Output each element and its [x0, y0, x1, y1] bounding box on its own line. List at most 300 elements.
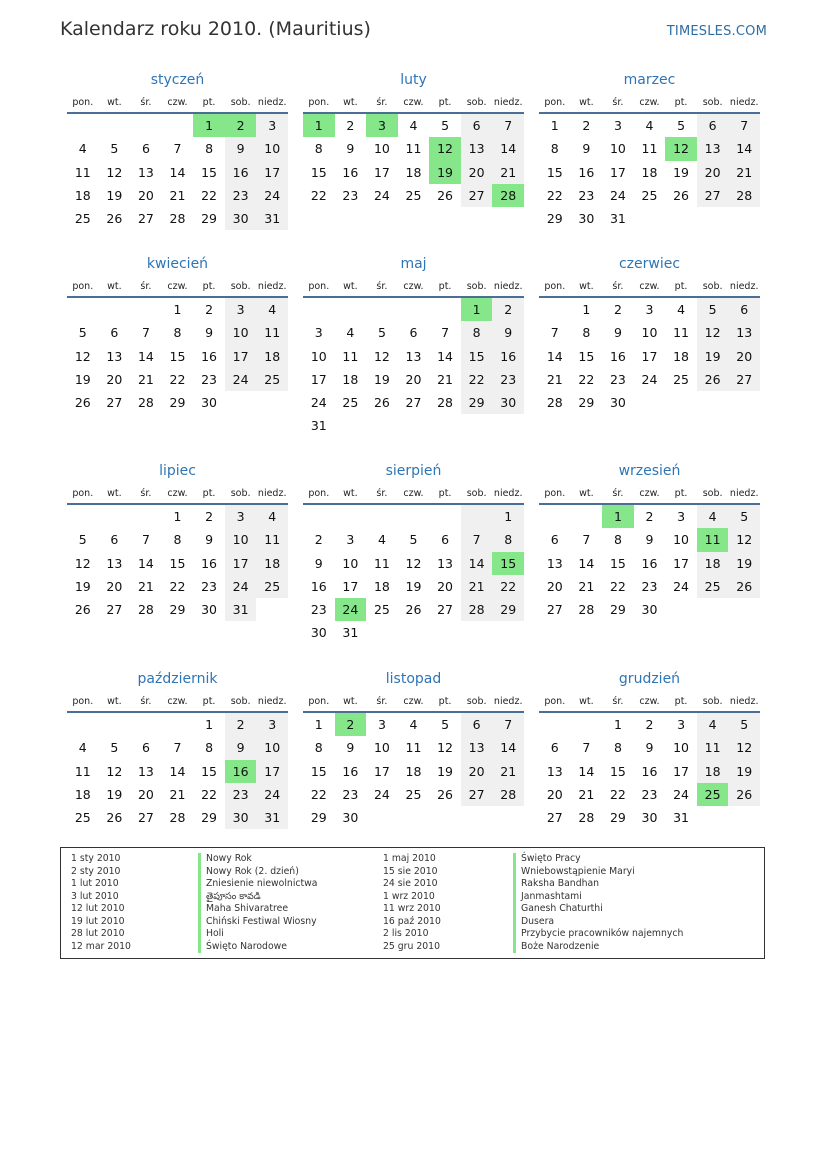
day-cell: 13 — [461, 137, 493, 160]
weekday-label: sob. — [702, 488, 723, 499]
empty-cell — [728, 806, 760, 829]
weekday-label: pon. — [308, 696, 330, 707]
page-title: Kalendarz roku 2010. (Mauritius) — [60, 18, 371, 40]
weekday-label: niedz. — [729, 281, 759, 292]
weekday-label: pt. — [202, 488, 216, 499]
weekday-label: sob. — [466, 488, 487, 499]
day-cell: 13 — [106, 348, 123, 364]
legend-holiday-date: 15 sie 2010 — [383, 865, 438, 877]
day-cell: 16 — [342, 763, 359, 779]
day-cell: 19 — [697, 345, 729, 368]
day-cell: 1 — [193, 114, 225, 137]
day-cell: 8 — [173, 532, 182, 548]
day-cell: 30 — [201, 395, 218, 411]
weekday-label: pt. — [438, 488, 452, 499]
empty-cell — [429, 806, 461, 829]
week-row — [67, 368, 288, 391]
empty-cell — [697, 207, 729, 230]
empty-cell — [461, 505, 493, 528]
week-row — [303, 505, 524, 528]
day-cell: 10 — [310, 348, 327, 364]
day-cell: 11 — [405, 141, 422, 157]
day-cell: 11 — [74, 763, 91, 779]
day-cell: 7 — [173, 740, 182, 756]
day-cell: 13 — [546, 555, 563, 571]
day-cell: 15 — [461, 345, 493, 368]
day-cell: 15 — [310, 164, 327, 180]
day-cell: 14 — [461, 552, 493, 575]
week-row — [67, 505, 288, 528]
day-cell: 7 — [441, 325, 450, 341]
empty-cell — [67, 713, 99, 736]
day-cell: 11 — [641, 141, 658, 157]
day-cell: 6 — [409, 325, 418, 341]
day-cell: 30 — [492, 391, 524, 414]
legend-holiday-date: 16 paź 2010 — [383, 915, 441, 927]
day-cell: 23 — [310, 602, 327, 618]
day-cell: 13 — [728, 321, 760, 344]
day-cell: 20 — [437, 578, 454, 594]
day-cell: 30 — [342, 810, 359, 826]
day-cell: 12 — [106, 164, 123, 180]
week-row — [539, 575, 760, 598]
empty-cell — [697, 806, 729, 829]
day-cell: 3 — [677, 509, 686, 524]
day-cell: 2 — [314, 532, 323, 548]
day-cell: 1 — [173, 302, 182, 317]
week-row — [303, 298, 524, 321]
weekday-label: pt. — [202, 97, 216, 108]
day-cell: 3 — [677, 717, 686, 732]
weekday-label: śr. — [612, 488, 624, 499]
day-cell: 28 — [461, 598, 493, 621]
empty-cell — [429, 621, 461, 644]
day-cell: 6 — [141, 141, 150, 157]
day-cell: 22 — [546, 187, 563, 203]
day-cell: 9 — [205, 532, 214, 548]
day-cell: 24 — [673, 578, 690, 594]
weekday-header — [303, 693, 524, 713]
week-row — [303, 598, 524, 621]
day-cell: 28 — [137, 395, 154, 411]
day-cell: 10 — [256, 736, 288, 759]
day-cell: 25 — [697, 575, 729, 598]
legend-holiday-date: 28 lut 2010 — [71, 928, 125, 939]
day-cell: 21 — [578, 786, 595, 802]
week-row — [303, 345, 524, 368]
day-cell: 27 — [697, 184, 729, 207]
day-cell: 6 — [550, 532, 559, 548]
empty-cell — [461, 806, 493, 829]
day-cell: 13 — [106, 555, 123, 571]
day-cell: 20 — [461, 161, 493, 184]
day-cell: 25 — [405, 187, 422, 203]
day-cell: 22 — [609, 578, 626, 594]
day-cell: 15 — [201, 763, 218, 779]
legend-holiday-name: Przybycie pracowników najemnych — [513, 928, 683, 941]
day-cell: 19 — [728, 552, 760, 575]
weekday-label: niedz. — [493, 281, 523, 292]
legend-holiday-name: తైపూసం కావడి — [198, 891, 317, 904]
day-cell: 19 — [74, 371, 91, 387]
day-cell: 29 — [169, 602, 186, 618]
day-cell: 26 — [373, 395, 390, 411]
day-cell: 22 — [461, 368, 493, 391]
week-row — [539, 298, 760, 321]
empty-cell — [539, 298, 571, 321]
week-row — [67, 713, 288, 736]
day-cell: 18 — [256, 552, 288, 575]
legend-holiday-name: Nowy Rok (2. dzień) — [198, 866, 317, 879]
empty-cell — [99, 114, 131, 137]
day-cell: 26 — [697, 368, 729, 391]
day-cell: 5 — [441, 118, 450, 133]
day-cell: 28 — [728, 184, 760, 207]
day-cell: 6 — [141, 740, 150, 756]
day-cell: 21 — [137, 371, 154, 387]
week-row — [67, 321, 288, 344]
day-cell: 21 — [437, 371, 454, 387]
day-cell: 30 — [201, 602, 218, 618]
day-cell: 12 — [437, 740, 454, 756]
week-row — [67, 207, 288, 230]
day-cell: 10 — [225, 321, 257, 344]
day-cell: 5 — [409, 532, 418, 548]
weekday-label: pt. — [674, 281, 688, 292]
day-cell: 5 — [78, 325, 87, 341]
day-cell: 27 — [106, 602, 123, 618]
week-row — [67, 736, 288, 759]
day-cell: 23 — [492, 368, 524, 391]
day-cell: 12 — [405, 555, 422, 571]
weekday-label: sob. — [230, 696, 251, 707]
day-cell: 16 — [201, 555, 218, 571]
day-cell: 2 — [613, 302, 622, 317]
weekday-label: wt. — [107, 488, 122, 499]
day-cell: 31 — [225, 598, 257, 621]
day-cell: 10 — [256, 137, 288, 160]
weekday-header — [303, 94, 524, 114]
weekday-header — [539, 94, 760, 114]
month-name: wrzesień — [618, 463, 681, 479]
weekday-header — [67, 693, 288, 713]
day-cell: 7 — [173, 141, 182, 157]
week-row — [303, 806, 524, 829]
legend-left-names — [198, 853, 317, 953]
week-row — [539, 137, 760, 160]
day-cell: 10 — [609, 141, 626, 157]
day-cell: 28 — [169, 211, 186, 227]
day-cell: 26 — [437, 786, 454, 802]
day-cell: 15 — [169, 348, 186, 364]
weekday-label: czw. — [167, 97, 188, 108]
empty-cell — [728, 207, 760, 230]
weekday-label: czw. — [639, 696, 660, 707]
legend-left-dates — [71, 853, 131, 953]
day-cell: 30 — [225, 806, 257, 829]
month-block — [67, 254, 288, 414]
day-cell: 24 — [225, 575, 257, 598]
week-row — [539, 552, 760, 575]
day-cell: 4 — [409, 717, 418, 732]
day-cell: 31 — [609, 211, 626, 227]
empty-cell — [571, 505, 603, 528]
day-cell: 25 — [74, 211, 91, 227]
weekday-header — [303, 485, 524, 505]
day-cell: 15 — [609, 555, 626, 571]
day-cell: 12 — [373, 348, 390, 364]
day-cell: 9 — [314, 555, 323, 571]
day-cell: 7 — [492, 114, 524, 137]
day-cell: 8 — [173, 325, 182, 341]
day-cell: 10 — [641, 325, 658, 341]
day-cell: 18 — [405, 164, 422, 180]
week-row — [303, 368, 524, 391]
day-cell: 14 — [492, 736, 524, 759]
weekday-label: sob. — [230, 97, 251, 108]
day-cell: 30 — [578, 211, 595, 227]
day-cell: 4 — [377, 532, 386, 548]
week-row — [67, 184, 288, 207]
weekday-label: śr. — [376, 97, 388, 108]
weekday-label: pt. — [674, 696, 688, 707]
day-cell: 1 — [205, 717, 214, 732]
empty-cell — [398, 806, 430, 829]
brand-link[interactable]: TIMESLES.COM — [666, 24, 767, 39]
empty-cell — [728, 598, 760, 621]
day-cell: 10 — [673, 532, 690, 548]
day-cell: 1 — [550, 118, 559, 133]
day-cell: 7 — [141, 532, 150, 548]
weekday-label: pt. — [438, 281, 452, 292]
day-cell: 19 — [429, 161, 461, 184]
empty-cell — [335, 414, 367, 437]
day-cell: 6 — [441, 532, 450, 548]
day-cell: 27 — [546, 810, 563, 826]
weekday-label: wt. — [107, 696, 122, 707]
weekday-label: wt. — [343, 488, 358, 499]
weekday-label: niedz. — [493, 97, 523, 108]
weekday-label: pon. — [308, 281, 330, 292]
day-cell: 8 — [582, 325, 591, 341]
empty-cell — [303, 298, 335, 321]
day-cell: 10 — [225, 528, 257, 551]
day-cell: 18 — [342, 371, 359, 387]
day-cell: 1 — [303, 114, 335, 137]
day-cell: 12 — [728, 528, 760, 551]
weekday-label: pon. — [72, 281, 94, 292]
day-cell: 14 — [437, 348, 454, 364]
day-cell: 30 — [641, 810, 658, 826]
day-cell: 15 — [201, 164, 218, 180]
legend-holiday-name: Ganesh Chaturthi — [513, 903, 683, 916]
week-row — [539, 184, 760, 207]
month-name: luty — [400, 72, 427, 88]
day-cell: 21 — [578, 578, 595, 594]
day-cell: 31 — [256, 806, 288, 829]
weekday-header — [539, 485, 760, 505]
week-row — [539, 368, 760, 391]
day-cell: 11 — [74, 164, 91, 180]
day-cell: 11 — [697, 528, 729, 551]
month-block — [67, 70, 288, 230]
day-cell: 1 — [314, 717, 323, 732]
day-cell: 8 — [461, 321, 493, 344]
day-cell: 6 — [461, 713, 493, 736]
day-cell: 2 — [645, 717, 654, 732]
day-cell: 4 — [409, 118, 418, 133]
day-cell: 3 — [613, 118, 622, 133]
weekday-label: niedz. — [257, 488, 287, 499]
day-cell: 18 — [74, 187, 91, 203]
day-cell: 3 — [314, 325, 323, 341]
day-cell: 7 — [461, 528, 493, 551]
day-cell: 14 — [492, 137, 524, 160]
day-cell: 4 — [78, 141, 87, 157]
weekday-label: śr. — [376, 281, 388, 292]
day-cell: 16 — [578, 164, 595, 180]
weekday-header — [67, 278, 288, 298]
empty-cell — [571, 713, 603, 736]
day-cell: 9 — [613, 325, 622, 341]
day-cell: 4 — [645, 118, 654, 133]
day-cell: 14 — [578, 555, 595, 571]
day-cell: 3 — [377, 717, 386, 732]
day-cell: 17 — [310, 371, 327, 387]
legend-holiday-name: Zniesienie niewolnictwa — [198, 878, 317, 891]
legend-holiday-name: Święto Pracy — [513, 853, 683, 866]
weekday-label: pon. — [308, 97, 330, 108]
weekday-header — [539, 693, 760, 713]
day-cell: 23 — [609, 371, 626, 387]
empty-cell — [634, 207, 666, 230]
day-cell: 16 — [225, 161, 257, 184]
holiday-legend — [60, 847, 765, 959]
day-cell: 5 — [677, 118, 686, 133]
empty-cell — [665, 598, 697, 621]
weekday-label: pon. — [544, 488, 566, 499]
day-cell: 28 — [169, 810, 186, 826]
weekday-label: czw. — [639, 488, 660, 499]
day-cell: 24 — [373, 786, 390, 802]
month-name: styczeń — [150, 72, 205, 88]
weekday-label: wt. — [343, 97, 358, 108]
week-row — [67, 575, 288, 598]
empty-cell — [665, 207, 697, 230]
day-cell: 29 — [492, 598, 524, 621]
day-cell: 1 — [582, 302, 591, 317]
day-cell: 19 — [728, 760, 760, 783]
day-cell: 15 — [169, 555, 186, 571]
day-cell: 14 — [578, 763, 595, 779]
week-row — [303, 736, 524, 759]
empty-cell — [366, 298, 398, 321]
day-cell: 27 — [137, 810, 154, 826]
week-row — [539, 598, 760, 621]
day-cell: 5 — [377, 325, 386, 341]
weekday-label: śr. — [376, 696, 388, 707]
weekday-label: pt. — [674, 97, 688, 108]
empty-cell — [366, 505, 398, 528]
day-cell: 31 — [256, 207, 288, 230]
day-cell: 30 — [641, 602, 658, 618]
day-cell: 18 — [373, 578, 390, 594]
day-cell: 9 — [205, 325, 214, 341]
day-cell: 9 — [225, 736, 257, 759]
day-cell: 22 — [310, 187, 327, 203]
day-cell: 3 — [645, 302, 654, 317]
day-cell: 15 — [609, 763, 626, 779]
day-cell: 19 — [373, 371, 390, 387]
month-block — [539, 669, 760, 829]
day-cell: 8 — [550, 141, 559, 157]
day-cell: 6 — [110, 532, 119, 548]
day-cell: 13 — [461, 736, 493, 759]
empty-cell — [162, 713, 194, 736]
day-cell: 20 — [546, 786, 563, 802]
day-cell: 16 — [609, 348, 626, 364]
weekday-label: wt. — [579, 281, 594, 292]
weekday-label: sob. — [230, 281, 251, 292]
day-cell: 23 — [201, 578, 218, 594]
week-row — [303, 391, 524, 414]
day-cell: 14 — [137, 555, 154, 571]
day-cell: 15 — [310, 763, 327, 779]
day-cell: 10 — [373, 740, 390, 756]
weekday-label: sob. — [466, 281, 487, 292]
day-cell: 3 — [225, 298, 257, 321]
day-cell: 4 — [697, 713, 729, 736]
day-cell: 18 — [673, 348, 690, 364]
legend-holiday-date: 11 wrz 2010 — [383, 903, 441, 914]
day-cell: 4 — [346, 325, 355, 341]
week-row — [67, 137, 288, 160]
day-cell: 18 — [697, 760, 729, 783]
empty-cell — [99, 713, 131, 736]
legend-holiday-name: Holi — [198, 928, 317, 941]
day-cell: 7 — [728, 114, 760, 137]
day-cell: 17 — [225, 345, 257, 368]
day-cell: 12 — [697, 321, 729, 344]
day-cell: 18 — [256, 345, 288, 368]
weekday-label: pon. — [72, 97, 94, 108]
day-cell: 31 — [673, 810, 690, 826]
day-cell: 3 — [225, 505, 257, 528]
day-cell: 20 — [106, 578, 123, 594]
day-cell: 11 — [256, 321, 288, 344]
weekday-header — [303, 278, 524, 298]
day-cell: 24 — [335, 598, 367, 621]
empty-cell — [492, 621, 524, 644]
weekday-label: sob. — [702, 281, 723, 292]
empty-cell — [539, 713, 571, 736]
weekday-label: sob. — [466, 696, 487, 707]
day-cell: 20 — [137, 187, 154, 203]
day-cell: 20 — [546, 578, 563, 594]
day-cell: 3 — [366, 114, 398, 137]
day-cell: 22 — [169, 371, 186, 387]
day-cell: 7 — [582, 532, 591, 548]
day-cell: 12 — [106, 763, 123, 779]
legend-holiday-date: 24 sie 2010 — [383, 878, 438, 889]
empty-cell — [398, 621, 430, 644]
day-cell: 4 — [677, 302, 686, 317]
day-cell: 3 — [256, 713, 288, 736]
day-cell: 26 — [673, 187, 690, 203]
day-cell: 19 — [437, 763, 454, 779]
weekday-label: pon. — [544, 97, 566, 108]
day-cell: 27 — [437, 602, 454, 618]
